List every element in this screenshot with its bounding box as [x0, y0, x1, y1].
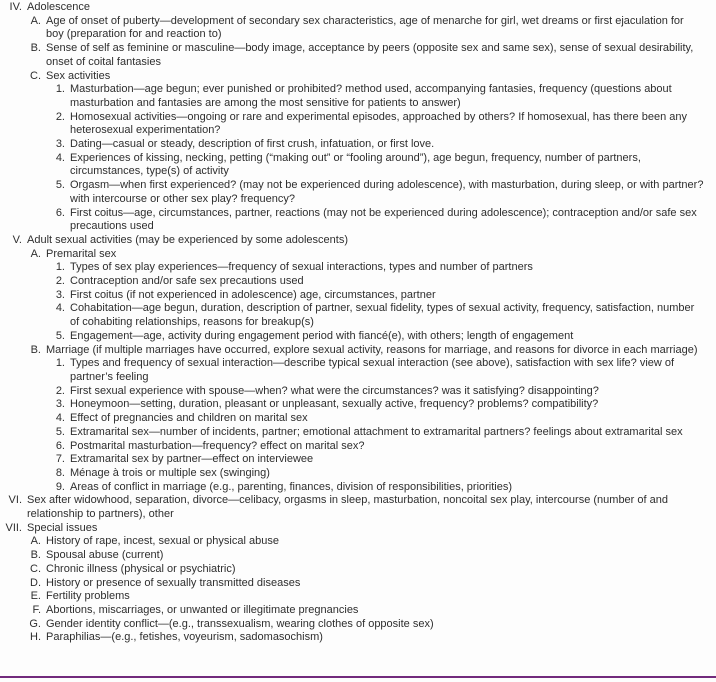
bottom-rule — [0, 676, 716, 678]
outline-item — [0, 494, 704, 521]
item-text: Contraception and/or safe sex precautions used — [70, 275, 304, 288]
item-label: B. — [30, 549, 41, 562]
item-label: 1. — [55, 357, 65, 370]
item-label: B. — [30, 42, 41, 55]
item-text: Special issues — [27, 521, 98, 534]
item-label: G. — [29, 617, 41, 630]
item-text: Areas of conflict in marriage (e.g., parenting, finances, division of responsibilities, priorities) — [70, 480, 513, 493]
outline-item — [0, 535, 704, 549]
item-label: 4. — [55, 302, 65, 315]
item-text: Fertility problems — [46, 590, 130, 603]
item-text: Postmarital masturbation—frequency? effect on marital sex? — [70, 439, 365, 452]
item-label: IV. — [9, 1, 22, 13]
item-text: Sense of self as feminine or masculine—body image, acceptance by peers (opposite sex and same sex), sense of sexual desirability, onset of coital fantasies — [46, 42, 694, 68]
item-text: Adult sexual activities (may be experienced by some adolescents) — [27, 233, 348, 246]
item-text: Chronic illness (physical or psychiatric) — [46, 562, 236, 575]
outline-item — [0, 618, 704, 632]
item-label: 9. — [55, 480, 65, 493]
outline-item — [0, 481, 704, 495]
item-label: VII. — [5, 521, 22, 534]
item-label: 3. — [55, 138, 65, 151]
outline-item — [0, 467, 704, 481]
item-label: 1. — [55, 261, 65, 274]
item-text: Types of sex play experiences—frequency of sexual interactions, types and number of partners — [70, 261, 533, 274]
outline-item — [0, 357, 704, 384]
item-text: Gender identity conflict—(e.g., transsexualism, wearing clothes of opposite sex) — [46, 617, 434, 630]
item-text: Honeymoon—setting, duration, pleasant or unpleasant, sexually active, frequency? problems? compatibility? — [70, 398, 599, 411]
item-label: 5. — [55, 329, 65, 342]
item-text: First coitus (if not experienced in adolescence) age, circumstances, partner — [70, 288, 436, 301]
item-label: 4. — [55, 151, 65, 164]
item-text: Marriage (if multiple marriages have occurred, explore sexual activity, reasons for marriage, and reasons for divorce in each marriage) — [46, 343, 698, 356]
item-label: B. — [30, 343, 41, 356]
outline-item — [0, 179, 704, 206]
outline-item — [0, 289, 704, 303]
outline-item — [0, 111, 704, 138]
item-text: Engagement—age, activity during engagement period with fiancé(e), with others; length of engagement — [70, 329, 574, 342]
outline-item — [0, 604, 704, 618]
item-text: Dating—casual or steady, description of first crush, infatuation, or first love. — [70, 138, 435, 151]
outline-item — [0, 412, 704, 426]
outline-item — [0, 549, 704, 563]
item-text: Experiences of kissing, necking, petting (“making out” or “fooling around”), age begun, frequency, number of partners, circumstances, type(s) of activity — [70, 151, 641, 178]
outline-item — [0, 275, 704, 289]
outline-item — [0, 522, 704, 536]
item-label: D. — [30, 576, 41, 589]
outline-item — [0, 42, 704, 69]
outline-item — [0, 70, 704, 84]
item-label: 8. — [55, 466, 65, 479]
item-label: 7. — [55, 453, 65, 466]
item-text: Effect of pregnancies and children on marital sex — [70, 412, 308, 425]
item-label: 6. — [55, 439, 65, 452]
item-text: Masturbation—age begun; ever punished or prohibited? method used, accompanying fantasies, frequency (questions about masturbation and fantasies are among the most sensitive for patients to answer) — [70, 83, 672, 109]
outline-item — [0, 590, 704, 604]
item-text: Extramarital sex by partner—effect on interviewee — [70, 453, 314, 466]
outline-item — [0, 234, 704, 248]
item-label: 1. — [55, 83, 65, 96]
item-text: Paraphilias—(e.g., fetishes, voyeurism, sadomasochism) — [46, 631, 323, 644]
item-text: Orgasm—when first experienced? (may not be experienced during adolescence), with masturbation, during sleep, or with partner? with intercourse or other sex play? frequency? — [70, 179, 704, 205]
item-label: C. — [30, 562, 41, 575]
item-label: 4. — [55, 412, 65, 425]
item-label: C. — [30, 69, 41, 82]
item-label: 2. — [55, 110, 65, 123]
item-label: E. — [30, 590, 41, 603]
item-text: First coitus—age, circumstances, partner, reactions (may not be experienced during adolescence); contraception and/or safe sex precautions used — [70, 206, 697, 233]
outline-item — [0, 1, 704, 15]
outline-item — [0, 440, 704, 454]
outline-item — [0, 631, 704, 645]
outline-item — [0, 138, 704, 152]
item-text: History or presence of sexually transmitted diseases — [46, 576, 301, 589]
item-label: A. — [30, 535, 41, 548]
item-label: 2. — [55, 275, 65, 288]
item-text: First sexual experience with spouse—when? what were the circumstances? was it satisfying? disappointing? — [70, 384, 599, 397]
item-label: 3. — [55, 288, 65, 301]
item-text: Sex after widowhood, separation, divorce—celibacy, orgasms in sleep, masturbation, noncoital sex play, intercourse (number of and relationship to partners), other — [27, 494, 668, 521]
item-text: Ménage à trois or multiple sex (swinging) — [70, 466, 270, 479]
item-label: H. — [30, 631, 41, 644]
outline-item — [0, 248, 704, 262]
outline-item — [0, 15, 704, 42]
item-text: Age of onset of puberty—development of secondary sex characteristics, age of menarche for girl, wet dreams or first ejaculation for boy (preparation for and reaction to) — [46, 14, 684, 41]
item-text: Extramarital sex—number of incidents, partner; emotional attachment to extramarital partners? feelings about extramarital sex — [70, 425, 683, 438]
item-label: V. — [12, 233, 22, 246]
item-text: History of rape, incest, sexual or physical abuse — [46, 535, 279, 548]
outline-item — [0, 577, 704, 591]
item-text: Types and frequency of sexual interaction—describe typical sexual interaction (see above), satisfaction with sex life? view of partner’s feeling — [70, 357, 675, 383]
item-label: 3. — [55, 398, 65, 411]
item-text: Adolescence — [27, 1, 90, 13]
item-label: F. — [32, 603, 41, 616]
outline-item — [0, 152, 704, 179]
item-label: 5. — [55, 425, 65, 438]
item-text: Spousal abuse (current) — [46, 549, 164, 562]
outline-item — [0, 302, 704, 329]
outline-item — [0, 385, 704, 399]
item-text: Sex activities — [46, 69, 111, 82]
item-text: Cohabitation—age begun, duration, description of partner, sexual fidelity, types of sexual activity, frequency, satisfaction, number of cohabiting relationships, reasons for breakup(s) — [70, 302, 695, 329]
item-text: Abortions, miscarriages, or unwanted or illegitimate pregnancies — [46, 603, 359, 616]
item-label: VI. — [8, 494, 22, 507]
item-label: 5. — [55, 179, 65, 192]
outline-item — [0, 344, 704, 358]
outline-item — [0, 83, 704, 110]
item-label: 6. — [55, 206, 65, 219]
outline-item — [0, 398, 704, 412]
outline-item — [0, 426, 704, 440]
item-text: Homosexual activities—ongoing or rare and experimental episodes, approached by others? If homosexual, has there been any heterosexual experimentation? — [70, 110, 687, 137]
outline-item — [0, 330, 704, 344]
outline-item — [0, 453, 704, 467]
item-label: A. — [30, 247, 41, 260]
outline-item — [0, 261, 704, 275]
item-label: A. — [30, 14, 41, 27]
outline-item — [0, 207, 704, 234]
item-label: 2. — [55, 384, 65, 397]
item-text: Premarital sex — [46, 247, 117, 260]
outline-item — [0, 563, 704, 577]
